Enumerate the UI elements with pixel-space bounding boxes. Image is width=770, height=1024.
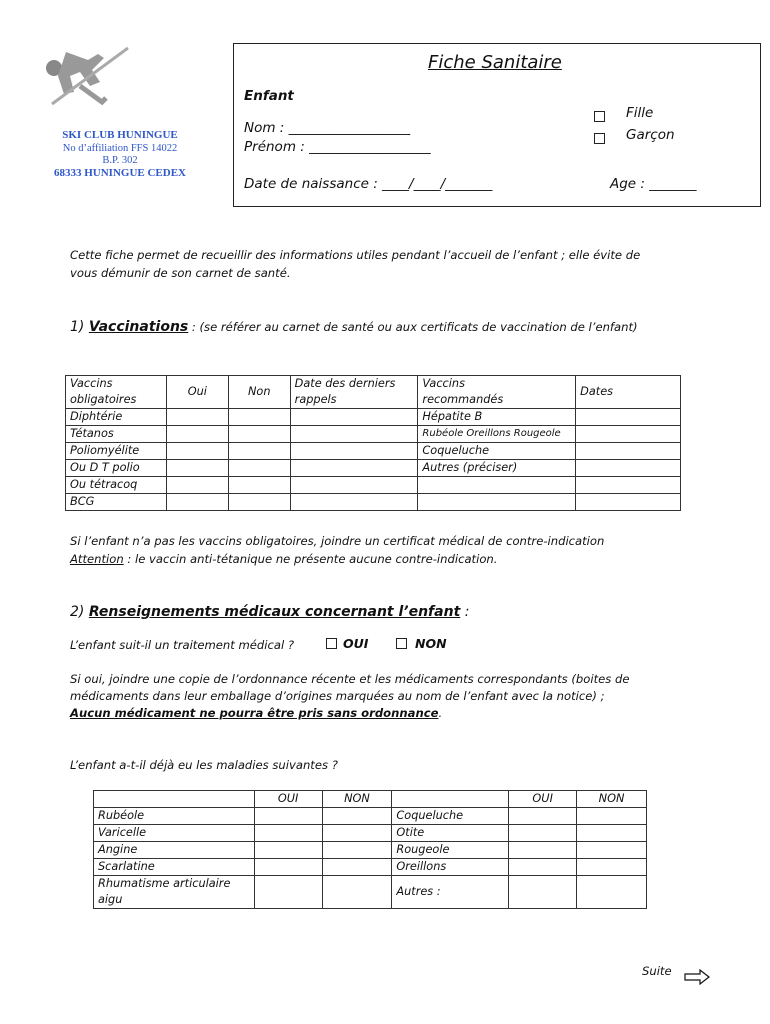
table-row xyxy=(94,876,647,909)
traitement-oui-checkbox[interactable] xyxy=(326,638,337,649)
table-header-row xyxy=(66,376,681,409)
oui-cell[interactable] xyxy=(166,460,228,477)
ordonnance-warning: Aucun médicament ne pourra être pris sans ordonnance. xyxy=(70,706,443,720)
rappel-cell[interactable] xyxy=(290,477,418,494)
maladie-name: Coqueluche xyxy=(392,808,509,825)
maladie-name: Scarlatine xyxy=(94,859,255,876)
vaccin-recommande: Rubéole Oreillons Rougeole xyxy=(418,426,576,443)
ski-club-logo xyxy=(40,42,132,114)
oui-cell[interactable] xyxy=(254,859,322,876)
table-row xyxy=(94,859,647,876)
nom-field[interactable]: Nom : __________________ xyxy=(244,120,411,136)
club-city: 68333 HUNINGUE CEDEX xyxy=(53,167,186,179)
traitement-non-label: NON xyxy=(415,636,447,651)
col-oui: OUI xyxy=(254,791,322,808)
oui-cell[interactable] xyxy=(166,426,228,443)
autres-label: Autres : xyxy=(392,876,509,909)
garcon-checkbox[interactable] xyxy=(594,133,605,144)
traitement-oui-label: OUI xyxy=(343,636,369,651)
fille-checkbox[interactable] xyxy=(594,111,605,122)
vaccinations-table xyxy=(65,375,681,511)
non-cell[interactable] xyxy=(322,876,392,909)
traitement-non-checkbox[interactable] xyxy=(396,638,407,649)
non-cell[interactable] xyxy=(228,426,290,443)
oui-cell[interactable] xyxy=(254,876,322,909)
maladie-name: Otite xyxy=(392,825,509,842)
oui-cell[interactable] xyxy=(509,842,577,859)
identity-box xyxy=(233,43,761,207)
non-cell[interactable] xyxy=(228,494,290,511)
vaccin-recommande: Autres (préciser) xyxy=(418,460,576,477)
vaccin-recommande: Hépatite B xyxy=(418,409,576,426)
non-cell[interactable] xyxy=(577,842,647,859)
vaccins-note: Si l’enfant n’a pas les vaccins obligatoires, joindre un certificat médical de contre-indication xyxy=(70,534,605,548)
col-oui: Oui xyxy=(166,376,228,409)
arrow-right-icon[interactable] xyxy=(684,969,710,985)
maladie-name: Oreillons xyxy=(392,859,509,876)
non-cell[interactable] xyxy=(577,859,647,876)
non-cell[interactable] xyxy=(577,876,647,909)
oui-cell[interactable] xyxy=(509,876,577,909)
table-row xyxy=(66,409,681,426)
vaccin-recommande[interactable] xyxy=(418,494,576,511)
fille-label: Fille xyxy=(626,105,654,121)
maladie-name: Varicelle xyxy=(94,825,255,842)
date-cell[interactable] xyxy=(576,494,681,511)
table-row xyxy=(94,842,647,859)
club-affiliation: No d’affiliation FFS 14022 xyxy=(62,143,178,154)
date-cell[interactable] xyxy=(576,460,681,477)
vaccin-name: Tétanos xyxy=(66,426,167,443)
maladie-name: Rhumatisme articulaire aigu xyxy=(94,876,255,909)
maladie-name: Angine xyxy=(94,842,255,859)
non-cell[interactable] xyxy=(322,808,392,825)
prenom-field[interactable]: Prénom : __________________ xyxy=(244,139,431,155)
renseignements-title: Renseignements médicaux concernant l’enfant xyxy=(88,604,461,620)
table-row xyxy=(94,808,647,825)
oui-cell[interactable] xyxy=(254,842,322,859)
form-title: Fiche Sanitaire xyxy=(428,52,562,73)
date-cell[interactable] xyxy=(576,443,681,460)
col-dates: Dates xyxy=(576,376,681,409)
vaccinations-heading: 1) Vaccinations : (se référer au carnet de santé ou aux certificats de vaccination de l’enfant) xyxy=(70,319,638,335)
vaccin-name: Ou D T polio xyxy=(66,460,167,477)
oui-cell[interactable] xyxy=(166,477,228,494)
maladie-name: Rubéole xyxy=(94,808,255,825)
traitement-question: L’enfant suit-il un traitement médical ? xyxy=(70,638,295,652)
vaccin-name: Poliomyélite xyxy=(66,443,167,460)
non-cell[interactable] xyxy=(577,808,647,825)
non-cell[interactable] xyxy=(228,460,290,477)
date-cell[interactable] xyxy=(576,477,681,494)
table-row xyxy=(94,825,647,842)
non-cell[interactable] xyxy=(228,409,290,426)
maladies-question: L’enfant a-t-il déjà eu les maladies suivantes ? xyxy=(70,758,338,772)
col-non: Non xyxy=(228,376,290,409)
attention-note: Attention : le vaccin anti-tétanique ne présente aucune contre-indication. xyxy=(70,552,498,566)
rappel-cell[interactable] xyxy=(290,460,418,477)
rappel-cell[interactable] xyxy=(290,426,418,443)
rappel-cell[interactable] xyxy=(290,409,418,426)
oui-cell[interactable] xyxy=(166,409,228,426)
oui-cell[interactable] xyxy=(254,808,322,825)
maladie-name: Rougeole xyxy=(392,842,509,859)
ordonnance-line-2: médicaments dans leur emballage d’origines marquées au nom de l’enfant avec la notice) ; xyxy=(70,689,605,703)
vaccin-recommande[interactable] xyxy=(418,477,576,494)
date-cell[interactable] xyxy=(576,409,681,426)
oui-cell[interactable] xyxy=(166,494,228,511)
renseignements-heading: 2) Renseignements médicaux concernant l’enfant : xyxy=(70,604,470,620)
age-field[interactable]: Age : _______ xyxy=(610,176,697,192)
vaccin-name: Diphtérie xyxy=(66,409,167,426)
oui-cell[interactable] xyxy=(166,443,228,460)
enfant-label: Enfant xyxy=(244,88,294,104)
non-cell[interactable] xyxy=(228,477,290,494)
date-cell[interactable] xyxy=(576,426,681,443)
suite-label: Suite xyxy=(642,964,672,978)
col-vaccins-recommandes: Vaccins recommandés xyxy=(418,376,576,409)
vaccinations-title: Vaccinations xyxy=(88,319,189,335)
maladies-table xyxy=(93,790,647,909)
garcon-label: Garçon xyxy=(626,127,675,143)
non-cell[interactable] xyxy=(322,825,392,842)
table-row xyxy=(66,477,681,494)
vaccinations-note: : (se référer au carnet de santé ou aux certificats de vaccination de l’enfant) xyxy=(188,320,638,334)
table-row xyxy=(66,443,681,460)
club-bp: B.P. 302 xyxy=(102,155,138,166)
ordonnance-line-1: Si oui, joindre une copie de l’ordonnance récente et les médicaments correspondants (boites de xyxy=(70,672,630,686)
col-vaccins-obligatoires: Vaccins obligatoires xyxy=(66,376,167,409)
intro-line-1: Cette fiche permet de recueillir des informations utiles pendant l’accueil de l’enfant ; elle évite de xyxy=(70,248,641,262)
date-naissance-field[interactable]: Date de naissance : ____/____/_______ xyxy=(244,176,493,192)
col-date-rappels: Date des derniers rappels xyxy=(290,376,418,409)
oui-cell[interactable] xyxy=(509,825,577,842)
rappel-cell[interactable] xyxy=(290,494,418,511)
club-name: SKI CLUB HUNINGUE xyxy=(62,129,178,141)
rappel-cell[interactable] xyxy=(290,443,418,460)
oui-cell[interactable] xyxy=(254,825,322,842)
vaccin-name: Ou tétracoq xyxy=(66,477,167,494)
non-cell[interactable] xyxy=(228,443,290,460)
attention-label: Attention xyxy=(70,552,124,566)
table-row xyxy=(66,460,681,477)
table-row xyxy=(66,494,681,511)
col-non: NON xyxy=(577,791,647,808)
vaccin-recommande: Coqueluche xyxy=(418,443,576,460)
oui-cell[interactable] xyxy=(509,859,577,876)
vaccin-name: BCG xyxy=(66,494,167,511)
oui-cell[interactable] xyxy=(509,808,577,825)
non-cell[interactable] xyxy=(322,842,392,859)
col-oui: OUI xyxy=(509,791,577,808)
col-non: NON xyxy=(322,791,392,808)
table-header-row xyxy=(94,791,647,808)
non-cell[interactable] xyxy=(577,825,647,842)
intro-line-2: vous démunir de son carnet de santé. xyxy=(70,266,291,280)
table-row xyxy=(66,426,681,443)
non-cell[interactable] xyxy=(322,859,392,876)
